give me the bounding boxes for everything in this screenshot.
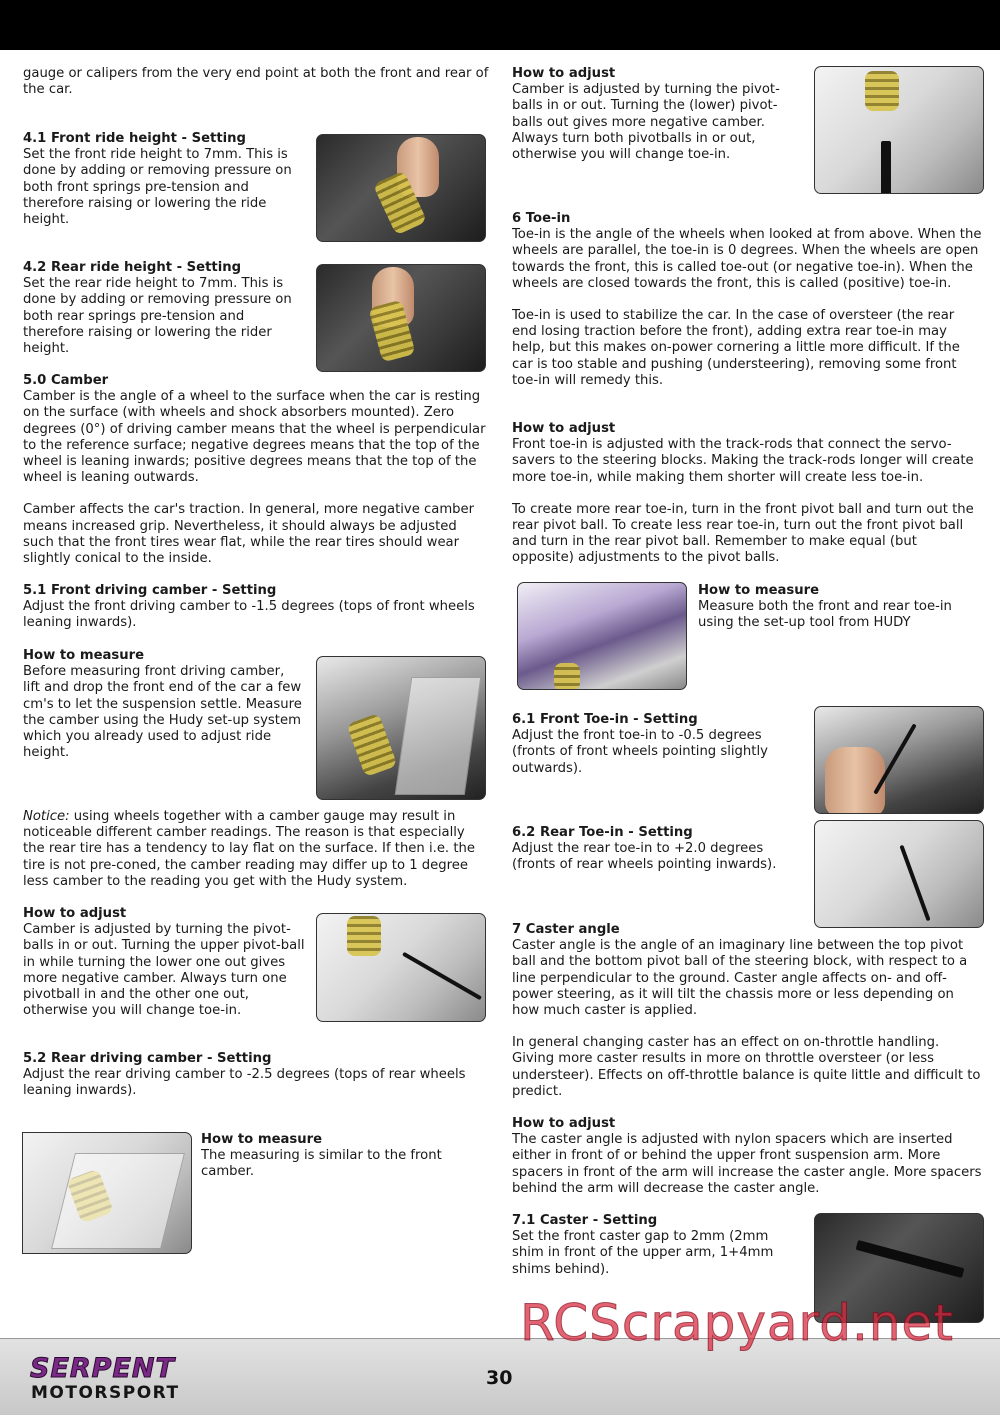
measure-section (23, 648, 305, 761)
top-bar (0, 0, 1000, 50)
toe-in-adjust-title: How to adjust (512, 421, 616, 436)
front-camber-measure-photo (316, 656, 486, 800)
right-adjust-title: How to adjust (512, 66, 616, 81)
caster-section (512, 922, 982, 1100)
rear-measure-body: The measuring is similar to the front camber. (201, 1148, 442, 1180)
intro-text: gauge or calipers from the very end point at both the front and rear of the car. (23, 66, 489, 98)
finger-shape (825, 747, 885, 814)
caster-setting-title: 7.1 Caster - Setting (512, 1213, 658, 1228)
front-toe-in-body: Adjust the front toe-in to -0.5 degrees (fronts of front wheels pointing slightly outwards). (512, 728, 768, 776)
caster-p2: In general changing caster has an effect on on-throttle handling. Giving more caster results in more on throttle oversteer (or less understeer). Effects on off-throttle balance is quite little and difficult to predict. (512, 1035, 981, 1099)
adjust-body: Camber is adjusted by turning the pivot-balls in or out. Turning the upper pivot-ball in while turning the lower one out gives more negative camber. Always turn one pivotball in and the other one out, otherwise you will change toe-in. (23, 922, 305, 1019)
rear-measure-section (201, 1132, 493, 1181)
rear-camber-body: Adjust the rear driving camber to -2.5 degrees (tops of rear wheels leaning inwards). (23, 1067, 466, 1099)
motorsport-logo: MOTORSPORT (31, 1383, 180, 1403)
hex-wrench-shape (881, 141, 891, 194)
toe-in-measure-body: Measure both the front and rear toe-in using the set-up tool from HUDY (698, 599, 952, 631)
front-ride-height-section (23, 131, 305, 228)
camber-title: 5.0 Camber (23, 373, 109, 388)
spring-shape (346, 713, 397, 777)
front-toe-in-title: 6.1 Front Toe-in - Setting (512, 712, 698, 727)
toe-in-measure-section (698, 583, 982, 632)
page-number: 30 (486, 1367, 513, 1389)
adjust-title: How to adjust (23, 906, 127, 921)
spring-shape (865, 71, 899, 111)
caster-adjust-title: How to adjust (512, 1116, 616, 1131)
rear-toe-in-title: 6.2 Rear Toe-in - Setting (512, 825, 693, 840)
front-toe-in-photo (814, 706, 984, 814)
rear-toe-in-section (512, 825, 802, 874)
front-ride-height-body: Set the front ride height to 7mm. This is done by adding or removing pressure on both front springs pre-tension and therefore raising or lowering the ride height. (23, 147, 292, 228)
front-camber-title: 5.1 Front driving camber - Setting (23, 583, 277, 598)
caster-setting-section (512, 1213, 797, 1278)
rear-measure-title: How to measure (201, 1132, 323, 1147)
rear-toe-in-photo (814, 820, 984, 928)
hex-wrench-shape (402, 952, 482, 1000)
rear-camber-adjust-photo (814, 66, 984, 194)
caster-adjust-section (512, 1116, 982, 1197)
suspension-arm-shape (856, 1240, 965, 1278)
front-camber-section (23, 583, 488, 632)
camber-section (23, 373, 488, 567)
toe-in-p1: Toe-in is the angle of the wheels when looked at from above. When the wheels are parallel, the toe-in is 0 degrees. When the wheels are open towards the front, this is called toe-out (or negative toe-in). When the wheels are closed towards the front, this is called (positive) toe-in. (512, 227, 982, 291)
toe-in-measure-photo (517, 582, 687, 690)
caster-setting-body: Set the front caster gap to 2mm (2mm shim in front of the upper arm, 1+4mm shims behind). (512, 1229, 774, 1277)
spring-shape (554, 663, 580, 690)
front-camber-body: Adjust the front driving camber to -1.5 degrees (tops of front wheels leaning inwards). (23, 599, 475, 631)
caster-title: 7 Caster angle (512, 922, 620, 937)
toe-in-adjust-p1: Front toe-in is adjusted with the track-rods that connect the servo-savers to the steering blocks. Making the track-rods longer will create more toe-in, while making them shorter will create less toe-in. (512, 437, 974, 485)
rear-ride-height-body: Set the rear ride height to 7mm. This is done by adding or removing pressure on both rear springs pre-tension and therefore raising or lowering the rider height. (23, 276, 292, 357)
rear-ride-height-section (23, 260, 305, 357)
hex-wrench-shape (899, 845, 930, 922)
right-adjust-section (512, 66, 800, 163)
watermark: RCScrapyard.net (520, 1294, 954, 1352)
front-ride-height-title: 4.1 Front ride height - Setting (23, 131, 247, 146)
notice-body: using wheels together with a camber gauge may result in noticeable different camber readings. The reason is that especially the rear tire has a tendency to lay flat on the surface. If then i.e. the tire is not pre-coned, the camber reading may differ up to 1 degree less camber to the reading you get with the Hudy system. (23, 809, 475, 889)
measure-title: How to measure (23, 648, 145, 663)
caster-adjust-body: The caster angle is adjusted with nylon spacers which are inserted either in front of or behind the upper front suspension arm. More spacers in front of the arm will increase the caster angle. More spacers behind the arm will decrease the caster angle. (512, 1132, 982, 1196)
toe-in-p2: Toe-in is used to stabilize the car. In the case of oversteer (the rear end losing traction before the front), adding extra rear toe-in may help, but this makes on-power cornering a little more difficult. If the car is too stable and pushing (understeering), removing some front toe-in will remedy this. (512, 308, 960, 388)
measure-body: Before measuring front driving camber, lift and drop the front end of the car a few cm's to let the suspension settle. Measure the camber using the Hudy set-up system which you already used to adjust ride height. (23, 664, 302, 761)
camber-gauge-plate (51, 1153, 185, 1249)
rear-camber-section (23, 1051, 493, 1100)
toe-in-adjust-p2: To create more rear toe-in, turn in the front pivot ball and turn out the rear pivot ball. To create less rear toe-in, turn out the front pivot ball and turn in the rear pivot ball. Remember to make equal (but opposite) adjustments to the pivot balls. (512, 501, 974, 566)
rear-ride-height-title: 4.2 Rear ride height - Setting (23, 260, 242, 275)
front-ride-height-photo (316, 134, 486, 242)
camber-gauge-plate (395, 677, 482, 795)
caster-p1: Caster angle is the angle of an imaginary line between the top pivot ball and the bottom pivot ball of the steering block, with respect to a line perpendicular to the ground. Caster angle affects on- and off-power steering, as it will tilt the chassis more or less depending on how much caster is applied. (512, 938, 968, 1019)
camber-p2: Camber affects the car's traction. In general, more negative camber means increased grip. Nevertheless, it should always be adjusted such that the front tires wear flat, while the rear tires should wear slightly conical to the inside. (23, 502, 475, 567)
adjust-section (23, 906, 308, 1019)
rear-camber-title: 5.2 Rear driving camber - Setting (23, 1051, 272, 1066)
serpent-logo: SERPENT (30, 1353, 175, 1384)
rear-toe-in-body: Adjust the rear toe-in to +2.0 degrees (fronts of rear wheels pointing inwards). (512, 841, 777, 873)
notice-label: Notice: (23, 809, 70, 824)
right-adjust-body: Camber is adjusted by turning the pivot-balls in or out. Turning the (lower) pivot-balls out gives more negative camber. Always turn both pivotballs in or out, otherwise you will change toe-in. (512, 82, 780, 163)
toe-in-section (512, 211, 982, 389)
toe-in-title: 6 Toe-in (512, 211, 571, 226)
notice-section (23, 809, 488, 890)
front-toe-in-section (512, 712, 802, 777)
toe-in-measure-title: How to measure (698, 583, 820, 598)
front-camber-adjust-photo (316, 913, 486, 1022)
rear-camber-measure-photo (22, 1132, 192, 1254)
toe-in-adjust-section (512, 421, 982, 567)
camber-p1: Camber is the angle of a wheel to the surface when the car is resting on the surface (with wheels and shock absorbers mounted). Zero degrees (0°) of driving camber means that the wheel is perpendicular to the reference surface; negative degrees means that the top of the wheel is leaning inwards; positive degrees means that the top of the wheel is leaning outwards. (23, 389, 486, 486)
spring-shape (347, 916, 381, 956)
rear-ride-height-photo (316, 264, 486, 372)
